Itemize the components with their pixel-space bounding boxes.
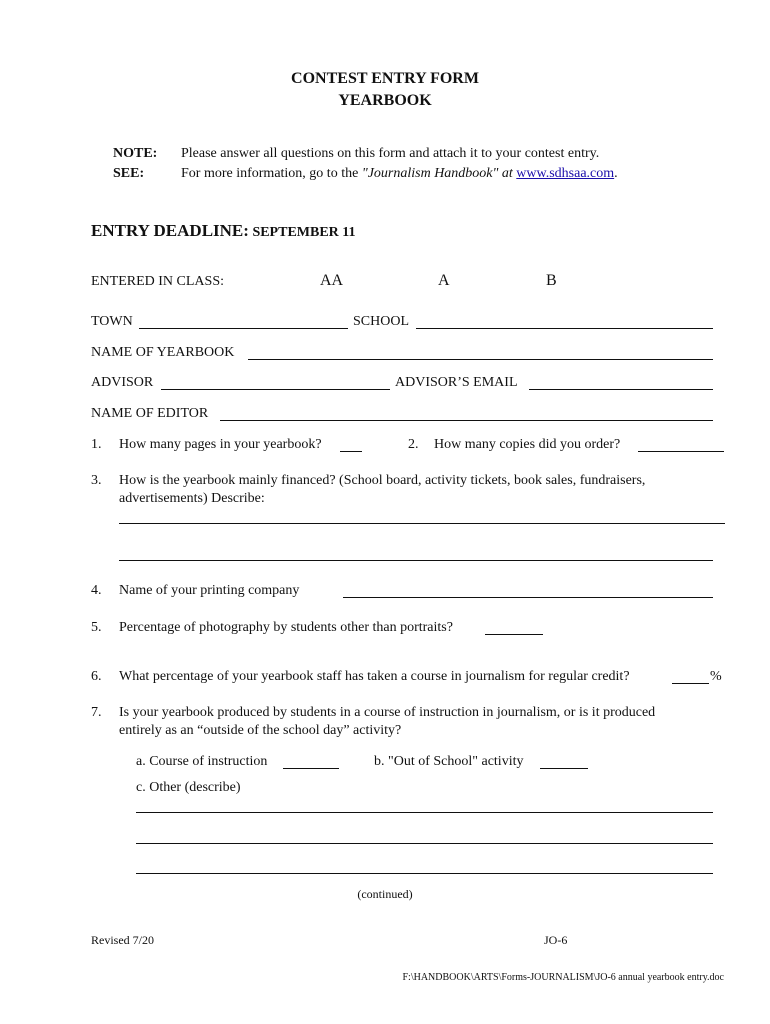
q7-option-c: c. Other (describe) — [136, 780, 241, 795]
editor-field[interactable] — [220, 420, 713, 421]
q4-answer-field[interactable] — [343, 597, 713, 598]
see-label: SEE: — [113, 166, 145, 181]
q3-answer-line-2[interactable] — [119, 560, 713, 561]
q1-text: How many pages in your yearbook? — [119, 437, 322, 452]
q3-number: 3. — [91, 473, 102, 488]
handbook-reference: "Journalism Handbook" at — [361, 166, 517, 181]
class-label: ENTERED IN CLASS: — [91, 274, 224, 289]
q5-number: 5. — [91, 620, 102, 635]
continued-note: (continued) — [357, 887, 413, 901]
entry-deadline — [91, 221, 356, 241]
q7-option-b: b. "Out of School" activity — [374, 754, 524, 769]
q7-text-line1: Is your yearbook produced by students in a course of instruction in journalism, or is it produced — [119, 705, 656, 720]
q6-text: What percentage of your yearbook staff has taken a course in journalism for regular credit? — [119, 669, 630, 684]
see-text — [181, 166, 618, 182]
class-option-a[interactable]: A — [438, 272, 450, 289]
advisor-label: ADVISOR — [91, 375, 154, 390]
q2-text: How many copies did you order? — [434, 437, 621, 452]
deadline-label: ENTRY DEADLINE: — [91, 221, 249, 240]
school-label: SCHOOL — [353, 314, 410, 329]
see-text-suffix: . — [614, 166, 618, 181]
town-field[interactable] — [139, 328, 348, 329]
q6-percent-sign: % — [710, 669, 722, 684]
class-option-b[interactable]: B — [546, 272, 557, 289]
q7-option-a-field[interactable] — [283, 768, 339, 769]
note-label: NOTE: — [113, 146, 158, 161]
note-text: Please answer all questions on this form and attach it to your contest entry. — [181, 146, 600, 161]
file-path: F:\HANDBOOK\ARTS\Forms-JOURNALISM\JO-6 annual yearbook entry.doc — [402, 972, 724, 983]
editor-label: NAME OF EDITOR — [91, 406, 209, 421]
town-label: TOWN — [91, 314, 133, 329]
form-code: JO-6 — [544, 933, 568, 947]
q4-number: 4. — [91, 583, 102, 598]
q7c-answer-line-1[interactable] — [136, 812, 713, 813]
school-field[interactable] — [416, 328, 713, 329]
q6-number: 6. — [91, 669, 102, 684]
q5-answer-field[interactable] — [485, 634, 543, 635]
q3-text-line1: How is the yearbook mainly financed? (School board, activity tickets, book sales, fundraisers, — [119, 473, 646, 488]
q3-text-line2: advertisements) Describe: — [119, 491, 265, 506]
revised-date: Revised 7/20 — [91, 933, 154, 947]
advisor-email-field[interactable] — [529, 389, 713, 390]
form-subtitle: YEARBOOK — [338, 92, 432, 109]
q4-text: Name of your printing company — [119, 583, 300, 598]
advisor-email-label: ADVISOR’S EMAIL — [395, 375, 518, 390]
q7c-answer-line-2[interactable] — [136, 843, 713, 844]
q2-answer-field[interactable] — [638, 451, 724, 452]
q7-option-a: a. Course of instruction — [136, 754, 268, 769]
yearbook-name-label: NAME OF YEARBOOK — [91, 345, 235, 360]
q7c-answer-line-3[interactable] — [136, 873, 713, 874]
class-option-aa[interactable]: AA — [320, 272, 344, 289]
q1-answer-field[interactable] — [340, 451, 362, 452]
deadline-date: SEPTEMBER 11 — [252, 225, 356, 240]
q7-number: 7. — [91, 705, 102, 720]
q6-answer-field[interactable] — [672, 683, 709, 684]
see-text-prefix: For more information, go to the — [181, 166, 362, 181]
q7-text-line2: entirely as an “outside of the school day” activity? — [119, 723, 402, 738]
form-title: CONTEST ENTRY FORM — [291, 70, 479, 87]
advisor-field[interactable] — [161, 389, 390, 390]
yearbook-name-field[interactable] — [248, 359, 713, 360]
q7-option-b-field[interactable] — [540, 768, 588, 769]
q3-answer-line-1[interactable] — [119, 523, 725, 524]
q1-number: 1. — [91, 437, 102, 452]
q5-text: Percentage of photography by students other than portraits? — [119, 620, 453, 635]
q2-number: 2. — [408, 437, 419, 452]
sdhsaa-link[interactable]: www.sdhsaa.com — [516, 166, 615, 181]
